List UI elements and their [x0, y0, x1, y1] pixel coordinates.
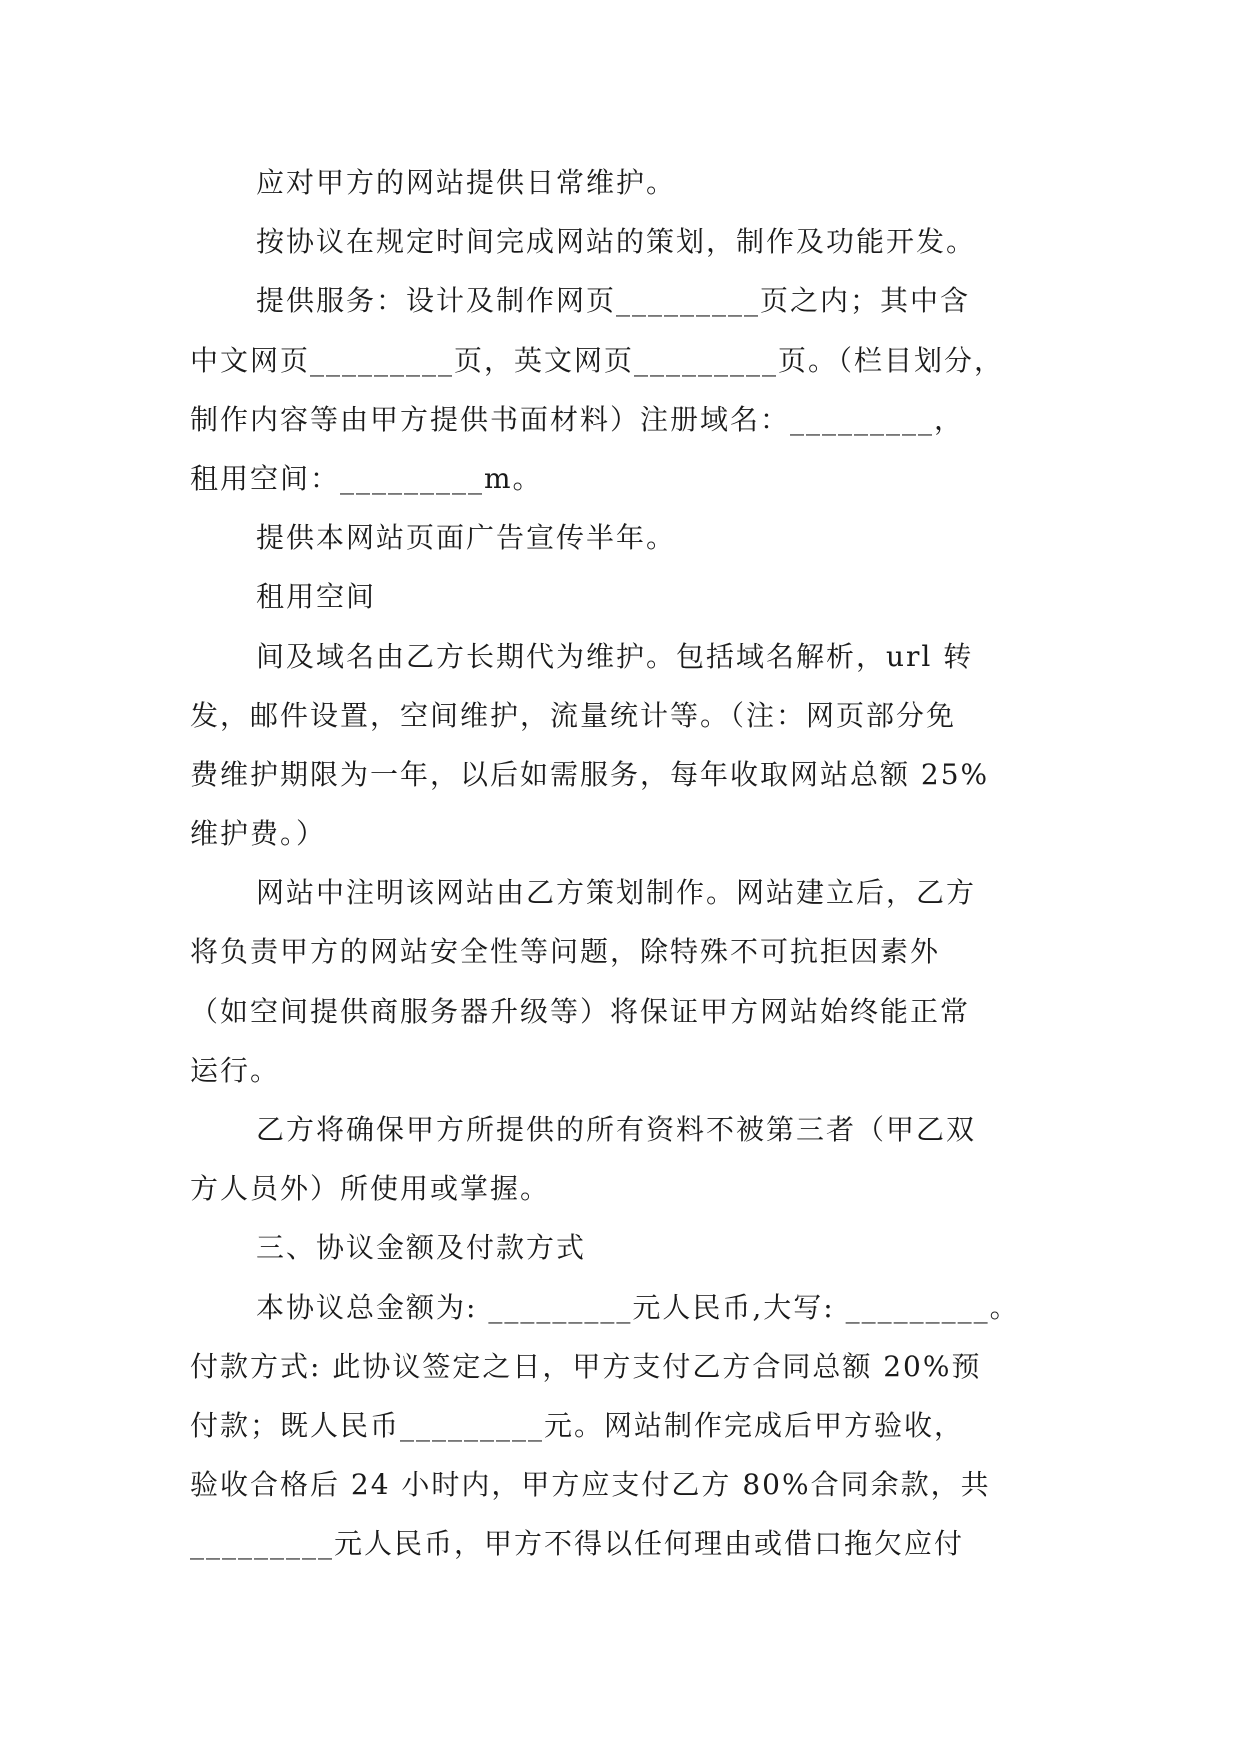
text-line: 网站中注明该网站由乙方策划制作。网站建立后，乙方 — [256, 876, 977, 910]
text-line: 制作内容等由甲方提供书面材料）注册域名：_________， — [190, 402, 965, 436]
text-line: 本协议总金额为: _________元人民币,大写: _________。 — [256, 1290, 1020, 1324]
text-line: 方人员外）所使用或掌握。 — [190, 1172, 551, 1206]
text-line: 租用空间：_________m。 — [190, 461, 543, 495]
text-line: 间及域名由乙方长期代为维护。包括域名解析，url 转 — [256, 639, 974, 673]
text-line: 发，邮件设置，空间维护，流量统计等。（注：网页部分免 — [190, 698, 957, 732]
text-line: 提供服务：设计及制作网页_________页之内；其中含 — [256, 284, 971, 318]
text-line: _________元人民币，甲方不得以任何理由或借口拖欠应付 — [190, 1527, 965, 1561]
text-line: 付款；既人民币_________元。网站制作完成后甲方验收， — [190, 1408, 965, 1442]
text-line: 运行。 — [190, 1053, 281, 1087]
text-line: 费维护期限为一年，以后如需服务，每年收取网站总额 25% — [190, 757, 990, 791]
text-line: 付款方式: 此协议签定之日，甲方支付乙方合同总额 20%预 — [190, 1349, 982, 1383]
text-line: （如空间提供商服务器升级等）将保证甲方网站始终能正常 — [190, 994, 971, 1028]
text-line: 将负责甲方的网站安全性等问题，除特殊不可抗拒因素外 — [190, 935, 941, 969]
text-line: 乙方将确保甲方所提供的所有资料不被第三者（甲乙双 — [256, 1113, 977, 1146]
text-line: 提供本网站页面广告宣传半年。 — [256, 521, 677, 555]
text-line: 中文网页_________页，英文网页_________页。（栏目划分， — [190, 343, 1005, 377]
text-line: 租用空间 — [256, 580, 377, 614]
text-line: 应对甲方的网站提供日常维护。 — [256, 166, 677, 199]
text-line: 验收合格后 24 小时内，甲方应支付乙方 80%合同余款，共 — [190, 1468, 991, 1502]
text-line: 三、协议金额及付款方式 — [256, 1231, 587, 1265]
text-line: 按协议在规定时间完成网站的策划，制作及功能开发。 — [256, 225, 977, 259]
document-body — [190, 153, 1090, 1574]
text-line: 维护费。） — [190, 817, 327, 851]
